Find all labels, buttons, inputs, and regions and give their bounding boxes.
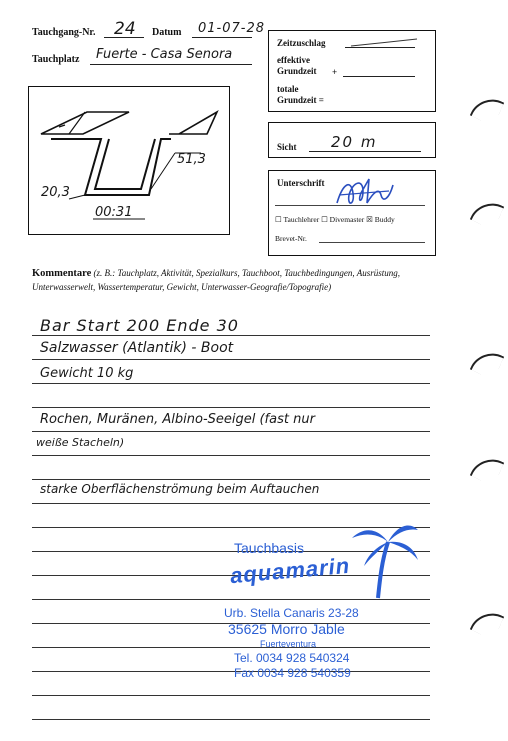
date-value: 01-07-28 <box>198 21 266 36</box>
signature-options <box>275 215 395 224</box>
visibility-box <box>268 122 436 158</box>
date-underline <box>192 37 252 38</box>
ruled-line <box>32 695 430 696</box>
option-divemaster-label: Divemaster <box>329 215 365 224</box>
comment-line-4: Rochen, Muränen, Albino-Seeigel (fast nur <box>40 412 315 427</box>
profile-duration: 00:31 <box>95 205 133 220</box>
handwritten-signature <box>329 173 399 213</box>
comment-line-6: starke Oberflächenströmung beim Auftauchen <box>40 482 320 496</box>
stamp-heading: Tauchbasis <box>234 540 305 556</box>
signature-box <box>268 170 436 256</box>
brevet-line <box>319 242 425 243</box>
stamp-address-street: Urb. Stella Canaris 23-28 <box>224 606 359 620</box>
dive-profile-box <box>28 86 230 235</box>
profile-right-depth: 51,3 <box>177 152 206 167</box>
surcharge-label: Zeitzuschlag <box>277 38 326 48</box>
option-buddy-label: Buddy <box>374 215 395 224</box>
checkbox-divemaster[interactable]: ☐ <box>321 215 328 224</box>
ruled-line <box>32 383 430 384</box>
ruled-line <box>32 359 430 360</box>
surcharge-dash <box>349 36 419 48</box>
visibility-value: 20 m <box>331 133 378 151</box>
stamp-address-island: Fuerteventura <box>260 639 317 649</box>
plus-sign: + <box>332 67 338 77</box>
binder-hole-icon <box>470 606 505 641</box>
dive-base-stamp <box>220 520 420 690</box>
stamp-brand: aquamarin <box>229 552 352 589</box>
dive-number-value: 24 <box>114 19 136 39</box>
ruled-line <box>32 455 430 456</box>
stamp-fax: Fax 0034 928 540359 <box>234 666 351 680</box>
comment-line-5: weiße Stacheln) <box>36 436 125 449</box>
ruled-line <box>32 407 430 408</box>
date-label: Datum <box>152 27 182 38</box>
option-tauchlehrer-label: Tauchlehrer <box>283 215 320 224</box>
visibility-line <box>309 151 421 152</box>
ruled-line <box>32 479 430 480</box>
palm-tree-icon <box>348 520 420 600</box>
binder-hole-icon <box>470 452 505 487</box>
dive-site-underline <box>90 64 252 65</box>
checkbox-buddy-checked[interactable]: ☒ <box>366 215 373 224</box>
signature-label: Unterschrift <box>277 178 325 188</box>
dive-number-underline <box>104 37 144 38</box>
comment-line-1: Bar Start 200 Ende 30 <box>40 316 239 335</box>
total-label-2: Grundzeit = <box>277 95 324 105</box>
comments-hint: (z. B.: Tauchplatz, Aktivität, Spezialkurs, Tauchboot, Tauchbedingungen, Ausrüstung, Unterwasserwelt, Wassertemperatur, Gewicht, Unterwasser-Geografie/Topografie) <box>32 268 400 292</box>
effective-label-2: Grundzeit <box>277 66 317 76</box>
visibility-label: Sicht <box>277 142 297 152</box>
ruled-line <box>32 503 430 504</box>
stamp-telephone: Tel. 0034 928 540324 <box>234 651 350 665</box>
time-box <box>268 30 436 112</box>
effective-line <box>343 76 415 77</box>
dive-site-value: Fuerte - Casa Senora <box>96 47 233 62</box>
comments-header <box>32 267 428 293</box>
profile-left-depth: 20,3 <box>41 185 70 200</box>
brevet-label: Brevet-Nr. <box>275 234 307 243</box>
ruled-line <box>32 431 430 432</box>
effective-label-1: effektive <box>277 55 310 65</box>
stamp-address-city: 35625 Morro Jable <box>228 621 345 637</box>
binder-hole-icon <box>470 196 505 231</box>
total-label-1: totale <box>277 84 299 94</box>
comment-line-3: Gewicht 10 kg <box>40 366 134 381</box>
binder-hole-icon <box>470 92 505 127</box>
checkbox-tauchlehrer[interactable]: ☐ <box>275 215 282 224</box>
dive-site-label: Tauchplatz <box>32 54 80 65</box>
dive-number-label: Tauchgang-Nr. <box>32 27 96 38</box>
signature-line <box>275 205 425 206</box>
binder-hole-icon <box>470 346 505 381</box>
ruled-line <box>32 335 430 336</box>
comments-heading: Kommentare <box>32 268 92 279</box>
ruled-line <box>32 719 430 720</box>
comment-line-2: Salzwasser (Atlantik) - Boot <box>40 340 234 356</box>
